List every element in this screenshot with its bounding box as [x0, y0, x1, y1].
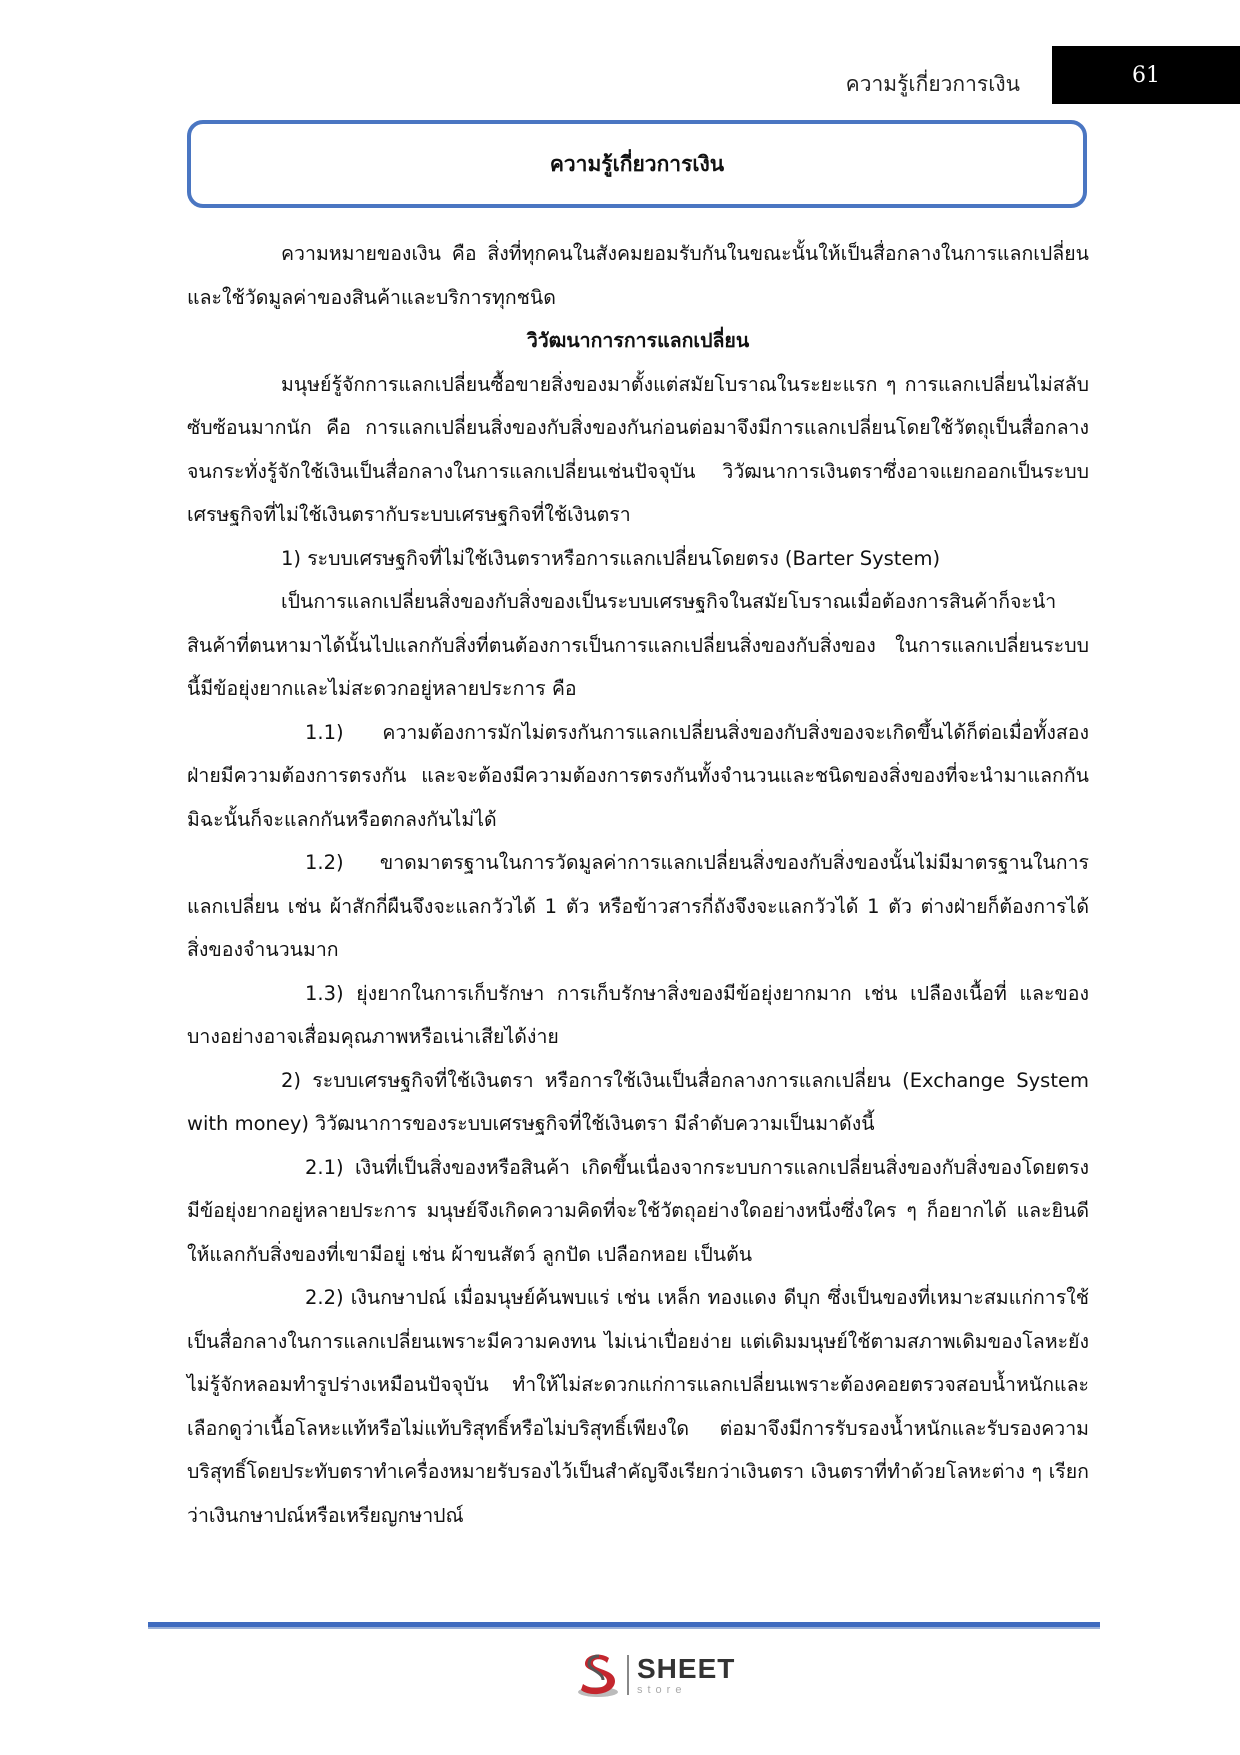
subheading: วิวัฒนาการการแลกเปลี่ยน — [526, 329, 750, 352]
running-header-title: ความรู้เกี่ยวการเงิน — [845, 72, 1020, 96]
body-text — [187, 232, 1089, 1537]
footer-rule — [148, 1622, 1100, 1629]
sub-list-item: 1.2) ขาดมาตรฐานในการวัดมูลค่าการแลกเปลี่ยนสิ่งของกับสิ่งของนั้นไม่มีมาตรฐานในการแลกเปลี่ยน เช่น ผ้าสักกี่ผืนจึงจะแลกวัวได้ 1 ตัว หรือข้าวสารกี่ถังจึงจะแลกวัวได้ 1 ตัว ต่างฝ่ายก็ต้องการได้สิ่งของจำนวนมาก — [187, 851, 1089, 961]
sub-list-item: 1.3) ยุ่งยากในการเก็บรักษา การเก็บรักษาสิ่งของมีข้อยุ่งยากมาก เช่น เปลืองเนื้อที่ และของบางอย่างอาจเสื่อมคุณภาพหรือเน่าเสียได้ง่าย — [187, 981, 1089, 1048]
sheet-store-logo — [575, 1648, 735, 1702]
logo-subtext: store — [637, 1683, 687, 1696]
list-item: 1) ระบบเศรษฐกิจที่ไม่ใช้เงินตราหรือการแลกเปลี่ยนโดยตรง (Barter System) — [281, 546, 941, 570]
page-number: 61 — [1132, 62, 1160, 88]
sub-list-item: 2.1) เงินที่เป็นสิ่งของหรือสินค้า เกิดขึ้นเนื่องจากระบบการแลกเปลี่ยนสิ่งของกับสิ่งของโดยตรงมีข้อยุ่งยากอยู่หลายประการ มนุษย์จึงเกิดความคิดที่จะใช้วัตถุอย่างใดอย่างหนึ่งซึ่งใคร ๆ ก็อยากได้ และยินดีให้แลกกับสิ่งของที่เขามีอยู่ เช่น ผ้าขนสัตว์ ลูกปัด เปลือกหอย เป็นต้น — [187, 1155, 1089, 1266]
sub-list-item: 2.2) เงินกษาปณ์ เมื่อมนุษย์ค้นพบแร่ เช่น เหล็ก ทองแดง ดีบุก ซึ่งเป็นของที่เหมาะสมแก่การใช้เป็นสื่อกลางในการแลกเปลี่ยนเพราะมีความคงทน ไม่เน่าเปื่อยง่าย แต่เดิมมนุษย์ใช้ตามสภาพเดิมของโลหะยังไม่รู้จักหลอมทำรูปร่างเหมือนปัจจุบัน ทำให้ไม่สะดวกแก่การแลกเปลี่ยนเพราะต้องคอยตรวจสอบน้ำหนักและเลือกดูว่าเนื้อโลหะแท้หรือไม่แท้บริสุทธิ์หรือไม่บริสุทธิ์เพียงใด ต่อมาจึงมีการรับรองน้ำหนักและรับรองความบริสุทธิ์โดยประทับตราทำเครื่องหมายรับรองไว้เป็นสำคัญจึงเรียกว่าเงินตรา เงินตราที่ทำด้วยโลหะต่าง ๆ เรียกว่าเงินกษาปณ์หรือเหรียญกษาปณ์ — [187, 1286, 1089, 1527]
paragraph: มนุษย์รู้จักการแลกเปลี่ยนซื้อขายสิ่งของมาตั้งแต่สมัยโบราณในระยะแรก ๆ การแลกเปลี่ยนไม่สลับซับซ้อนมากนัก คือ การแลกเปลี่ยนสิ่งของกับสิ่งของกันก่อนต่อมาจึงมีการแลกเปลี่ยนโดยใช้วัตถุเป็นสื่อกลางจนกระทั่งรู้จักใช้เงินเป็นสื่อกลางในการแลกเปลี่ยนเช่นปัจจุบัน วิวัฒนาการเงินตราซึ่งอาจแยกออกเป็นระบบเศรษฐกิจที่ไม่ใช้เงินตรากับระบบเศรษฐกิจที่ใช้เงินตรา — [187, 372, 1089, 526]
paragraph: เป็นการแลกเปลี่ยนสิ่งของกับสิ่งของเป็นระบบเศรษฐกิจในสมัยโบราณเมื่อต้องการสินค้าก็จะนำสินค้าที่ตนหามาได้นั้นไปแลกกับสิ่งที่ตนต้องการเป็นการแลกเปลี่ยนสิ่งของกับสิ่งของ ในการแลกเปลี่ยนระบบนี้มีข้อยุ่งยากและไม่สะดวกอยู่หลายประการ คือ — [187, 590, 1089, 700]
logo-wordmark — [637, 1652, 736, 1696]
logo-separator — [627, 1655, 629, 1695]
list-item: 2) ระบบเศรษฐกิจที่ใช้เงินตรา หรือการใช้เงินเป็นสื่อกลางการแลกเปลี่ยน (Exchange System with money) วิวัฒนาการของระบบเศรษฐกิจที่ใช้เงินตรา มีลำดับความเป็นมาดังนี้ — [187, 1068, 1089, 1135]
section-title: ความรู้เกี่ยวการเงิน — [549, 151, 725, 176]
paragraph: ความหมายของเงิน คือ สิ่งที่ทุกคนในสังคมยอมรับกันในขณะนั้นให้เป็นสื่อกลางในการแลกเปลี่ยน และใช้วัดมูลค่าของสินค้าและบริการทุกชนิด — [187, 242, 1089, 309]
page-number-box — [1052, 46, 1240, 104]
section-title-box — [187, 120, 1087, 208]
sheet-store-logo-icon — [575, 1650, 621, 1700]
sub-list-item: 1.1) ความต้องการมักไม่ตรงกันการแลกเปลี่ยนสิ่งของกับสิ่งของจะเกิดขึ้นได้ก็ต่อเมื่อทั้งสองฝ่ายมีความต้องการตรงกัน และจะต้องมีความต้องการตรงกันทั้งจำนวนและชนิดของสิ่งของที่จะนำมาแลกกัน มิฉะนั้นก็จะแลกกันหรือตกลงกันไม่ได้ — [187, 720, 1089, 831]
logo-text: SHEET — [637, 1652, 736, 1684]
